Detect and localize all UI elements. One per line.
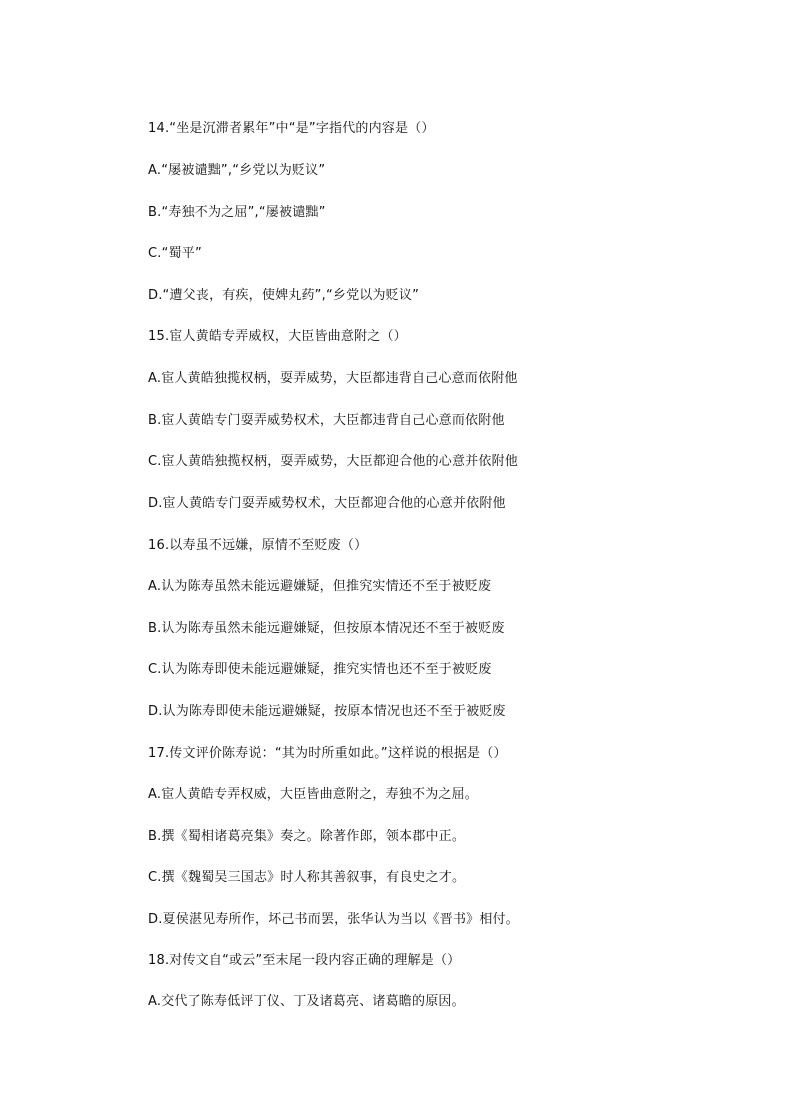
question-18-stem: 18.对传文自“或云”至末尾一段内容正确的理解是（） bbox=[148, 953, 461, 968]
question-17-stem: 17.传文评价陈寿说：“其为时所重如此。”这样说的根据是（） bbox=[148, 746, 507, 761]
question-15-option-c: C.宦人黄皓独揽权柄，耍弄威势，大臣都迎合他的心意并依附他 bbox=[148, 454, 519, 469]
question-16-option-a: A.认为陈寿虽然未能远避嫌疑，但推究实情还不至于被贬废 bbox=[148, 579, 492, 594]
question-15-stem: 15.宦人黄皓专弄威权，大臣皆曲意附之（） bbox=[148, 329, 407, 344]
question-14-option-c: C.“蜀平” bbox=[148, 246, 202, 261]
question-16-option-d: D.认为陈寿即使未能远避嫌疑，按原本情况也还不至于被贬废 bbox=[148, 704, 506, 719]
question-14-option-b: B.“寿独不为之屈”,“屡被谴黜” bbox=[148, 205, 326, 220]
question-15-option-d: D.宦人黄皓专门耍弄威势权术，大臣都迎合他的心意并依附他 bbox=[148, 496, 506, 511]
question-16-option-b: B.认为陈寿虽然未能远避嫌疑，但按原本情况还不至于被贬废 bbox=[148, 621, 505, 636]
question-17-option-c: C.撰《魏蜀吴三国志》时人称其善叙事，有良史之才。 bbox=[148, 870, 466, 885]
question-17-option-a: A.宦人黄皓专弄权威，大臣皆曲意附之，寿独不为之屈。 bbox=[148, 787, 478, 802]
question-16-stem: 16.以寿虽不远嫌，原情不至贬废（） bbox=[148, 538, 368, 553]
question-17-option-b: B.撰《蜀相诸葛亮集》奏之。除著作郎，领本郡中正。 bbox=[148, 829, 466, 844]
question-16-option-c: C.认为陈寿即使未能远避嫌疑，推究实情也还不至于被贬废 bbox=[148, 662, 492, 677]
question-14-stem: 14.“坐是沉滞者累年”中“是”字指代的内容是（） bbox=[148, 121, 435, 136]
question-15-option-b: B.宦人黄皓专门耍弄威势权术，大臣都违背自己心意而依附他 bbox=[148, 413, 505, 428]
question-15-option-a: A.宦人黄皓独揽权柄，耍弄威势，大臣都违背自己心意而依附他 bbox=[148, 371, 518, 386]
question-18-option-a: A.交代了陈寿低评丁仪、丁及诸葛亮、诸葛瞻的原因。 bbox=[148, 994, 465, 1009]
question-14-option-d: D.“遭父丧，有疾，使婢丸药”,“乡党以为贬议” bbox=[148, 288, 420, 303]
question-17-option-d: D.夏侯湛见寿所作，坏己书而罢，张华认为当以《晋书》相付。 bbox=[148, 912, 519, 927]
question-14-option-a: A.“屡被谴黜”,“乡党以为贬议” bbox=[148, 163, 326, 178]
